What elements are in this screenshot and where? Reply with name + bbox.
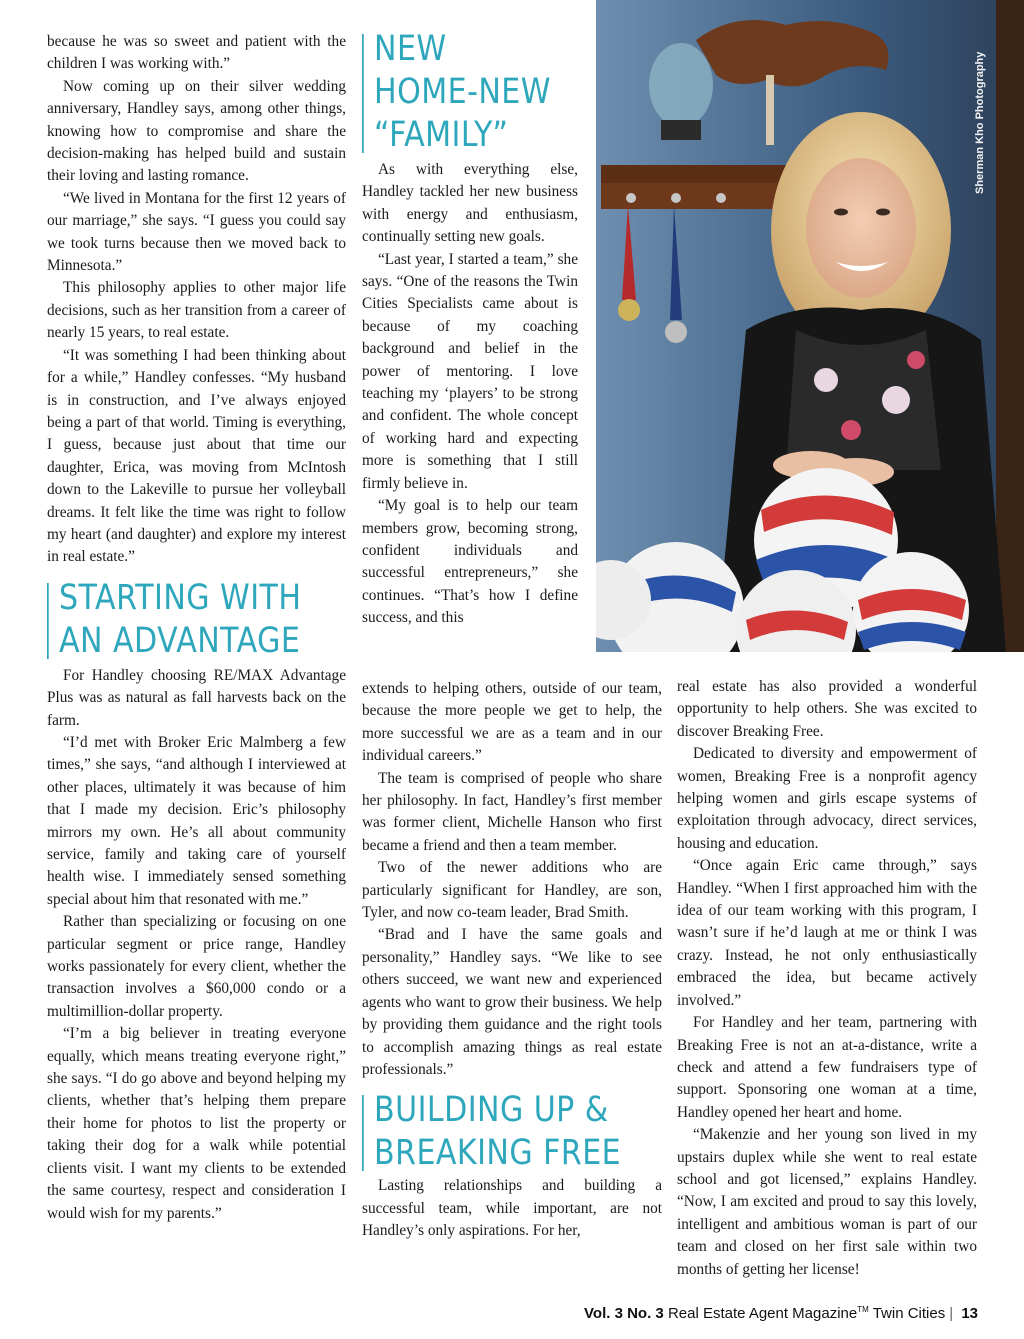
- page-number: 13: [961, 1305, 978, 1322]
- paragraph: As with everything else, Handley tackled her new business with energy and enthusiasm, continually setting new goals.: [362, 161, 578, 246]
- page-footer: [584, 1305, 978, 1322]
- paragraph: “It was something I had been thinking about for a while,” Handley confesses. “My husband is in construction, and I’ve always enjoyed being a part of that world. Timing is everything, I guess, because just about that time our daughter, Erica, was moving from McIntosh down to the Lakeville to pursue her volleyball dreams. It felt like the time was right to follow my heart (and daughter) and explore my interest in real estate.”: [47, 346, 346, 566]
- paragraph: “I’m a big believer in treating everyone equally, which means treating everyone right,” she says. “I do go above and beyond helping my clients, whether that’s helping them prepare their home for photos to list the property or taking their dog for a walk while potential clients visit. I want my clients to be extended the same courtesy, respect and consideration I would wish for my parents.”: [47, 1025, 346, 1222]
- paragraph: “My goal is to help our team members grow, becoming strong, confident individuals and successful entrepreneurs,” she continues. “That’s how I define success, and this: [362, 497, 578, 627]
- heading-rule: [362, 34, 363, 153]
- heading-rule: [47, 583, 48, 659]
- footer-divider: |: [949, 1305, 954, 1322]
- section-heading-new-home-new-family: [362, 28, 551, 157]
- paragraph: For Handley and her team, partnering with Breaking Free is not an at-a-distance, write a check and attend a few fundraisers type of support. Sponsoring one woman at a time, Handley opened her heart and home.: [677, 1014, 977, 1121]
- heading-rule: [362, 1095, 363, 1171]
- paragraph: “We lived in Montana for the first 12 years of our marriage,” she says. “I guess you could say we took turns because then we moved back to Minnesota.”: [47, 189, 346, 275]
- trademark: TM: [857, 1305, 869, 1314]
- issue-number: Vol. 3 No. 3: [584, 1305, 664, 1322]
- paragraph: Now coming up on their silver wedding anniversary, Handley says, among other things, knowing how to compromise and share the decision-making has helped build and sustain their loving and lasting romance.: [47, 77, 346, 185]
- magazine-name: Real Estate Agent Magazine: [667, 1305, 858, 1322]
- paragraph: “Once again Eric came through,” says Handley. “When I first approached him with the idea of our team working with this program, I wasn’t sure if he’d laugh at me or think I was crazy. Instead, he not only enthusiastically embraced the idea, but became actively involved.”: [677, 857, 977, 1009]
- heading-line: AN ADVANTAGE: [59, 620, 301, 661]
- paragraph: “Makenzie and her young son lived in my upstairs duplex while she went to real estate school and got licensed,” explains Handley. “Now, I am excited and proud to say this lovely, intelligent and ambitious woman is part of our team and closed on her first sale within two months of getting her license!: [677, 1126, 977, 1278]
- paragraph: “Last year, I started a team,” she says. “One of the reasons the Twin Cities Specialists came about is because of my coaching background and belief in the power of mentoring. I love teaching my ‘players’ to be strong and confident. The whole concept of working hard and expecting more is something that I still firmly believe in.: [362, 250, 578, 492]
- column-2-top: [362, 28, 578, 630]
- column-3: [677, 676, 977, 1281]
- photo-credit: Sherman Kho Photography: [974, 51, 986, 194]
- paragraph: “I’d met with Broker Eric Malmberg a few times,” she says, “and although I interviewed at other places, ultimately it was because of him that I made my decision. Eric’s philosophy mirrors my own. He’s all about community service, family and taking care of yourself health wise. I immediately sensed something special about him that resonated with me.”: [47, 733, 346, 908]
- paragraph: real estate has also provided a wonderful opportunity to help others. She was excited to discover Breaking Free.: [677, 678, 977, 740]
- city-name: Twin Cities: [872, 1305, 946, 1322]
- column-2-bottom: [362, 678, 662, 1243]
- paragraph: extends to helping others, outside of our team, because the more people we get to help, the more successful we are as a team and in our individual careers.”: [362, 680, 662, 765]
- heading-line: STARTING WITH: [59, 577, 302, 618]
- paragraph: The team is comprised of people who share her philosophy. In fact, Handley’s first member was former client, Michelle Hanson who first became a friend and then a team member.: [362, 769, 662, 854]
- portrait-photo: [596, 0, 1024, 652]
- heading-line: NEW: [374, 29, 447, 69]
- heading-line: BUILDING UP &: [374, 1090, 609, 1131]
- photo-illustration: [596, 0, 1024, 652]
- paragraph: Two of the newer additions who are particularly significant for Handley, are son, Tyler, and now co-team leader, Brad Smith.: [362, 859, 662, 922]
- heading-line: BREAKING FREE: [374, 1133, 622, 1174]
- paragraph: because he was so sweet and patient with the children I was working with.”: [47, 33, 346, 73]
- paragraph: Dedicated to diversity and empowerment of women, Breaking Free is a nonprofit agency helping women and girls escape systems of exploitation through advocacy, direct services, housing and education.: [677, 745, 977, 852]
- heading-line: HOME-NEW: [374, 72, 551, 112]
- section-heading-starting-with-an-advantage: [47, 577, 304, 663]
- paragraph: Lasting relationships and building a successful team, while important, are not Handley’s only aspirations. For her,: [362, 1177, 662, 1240]
- column-1: [47, 31, 346, 1225]
- section-heading-building-up-breaking-free: [362, 1089, 620, 1175]
- paragraph: This philosophy applies to other major life decisions, such as her transition from a career of nearly 15 years, to real estate.: [47, 279, 346, 342]
- paragraph: “Brad and I have the same goals and personality,” Handley says. “We like to see others succeed, we want new and experienced agents who want to grow their business. We help by providing them guidance and the right tools to accomplish amazing things as real estate professionals.”: [362, 926, 662, 1078]
- paragraph: For Handley choosing RE/MAX Advantage Plus was as natural as fall harvests back on the farm.: [47, 666, 346, 729]
- paragraph: Rather than specializing or focusing on one particular segment or price range, Handley works passionately for every client, whether the transaction involves a $60,000 condo or a multimillion-dollar property.: [47, 913, 346, 1020]
- heading-line: “FAMILY”: [374, 115, 509, 155]
